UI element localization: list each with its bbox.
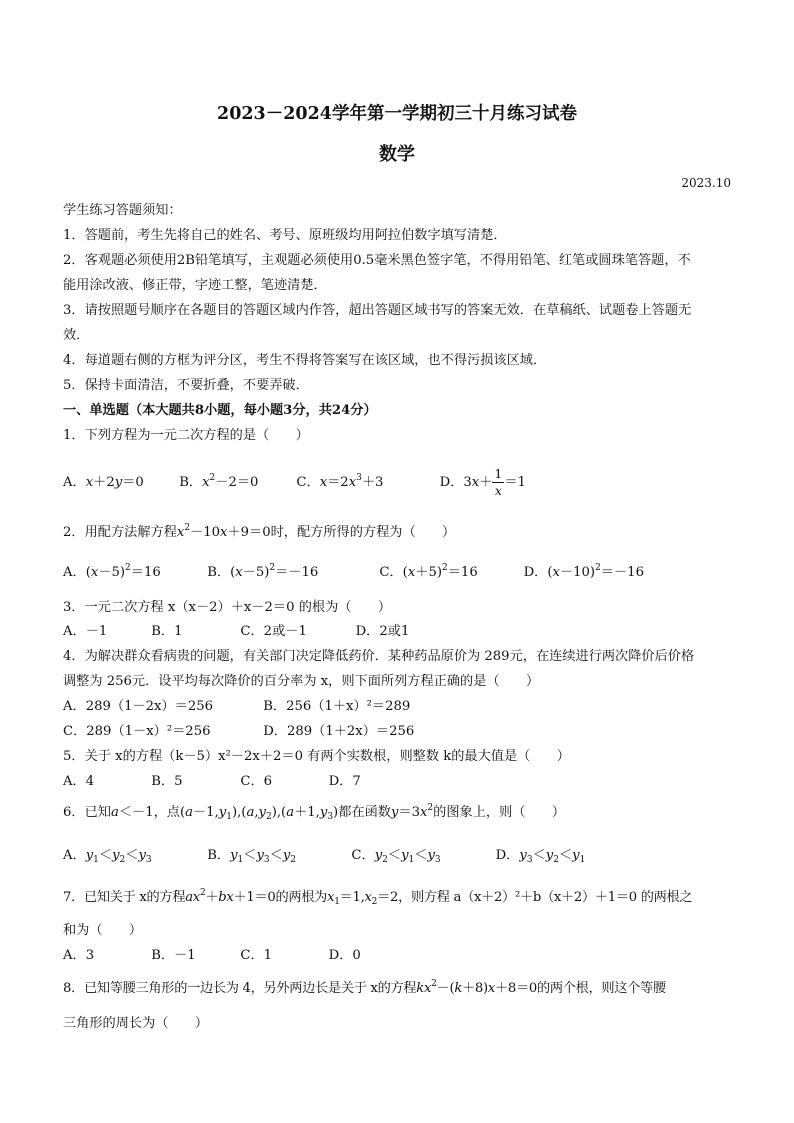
- question-1-options: [63, 466, 526, 499]
- question-8-stem-line2: 三角形的周长为（ ）: [63, 1016, 209, 1031]
- option-b: B．$x^2-2=0$: [179, 473, 259, 490]
- question-8-stem: 8．已知等腰三角形的一边长为 4，另外两边长是关于 x的方程$kx^2-(k+8)x+8=0$的两个根，则这个等腰: [63, 979, 666, 996]
- instruction-item: 效．: [63, 328, 90, 343]
- question-3-stem: 3．一元二次方程 x（x－2）＋x－2＝0 的根为（ ）: [63, 600, 392, 615]
- option-b: B．$y_1<y_3<y_2$: [207, 848, 297, 865]
- option-a: A．4: [63, 774, 95, 789]
- fraction: $\frac{1}{x}$: [494, 466, 503, 498]
- option-c: C．2或－1: [240, 624, 307, 639]
- question-5-options: [63, 770, 361, 789]
- instruction-item: 1．答题前，考生先将自己的姓名、考号、原班级均用阿拉伯数字填写清楚．: [63, 228, 507, 243]
- question-6-options: [63, 844, 585, 863]
- option-a: A．289（1－2x）＝256: [63, 699, 214, 714]
- question-7-stem: 7．已知关于 x的方程$ax^2+bx+1=0$的两根为$x_1=1,x_2=2$，则方程 a（x＋2）²＋b（x＋2）＋1＝0 的两根之: [63, 888, 693, 907]
- option-b: B．－1: [151, 948, 196, 963]
- option-a: A．－1: [63, 624, 108, 639]
- option-b: B．256（1＋x）²＝289: [263, 699, 411, 714]
- option-c: C．1: [240, 948, 273, 963]
- question-3-options: [63, 620, 409, 639]
- option-d: D．3x＋ $\frac{1}{x}$ ＝1: [439, 466, 526, 498]
- option-d: D．7: [328, 774, 361, 789]
- instructions-heading: 学生练习答题须知：: [63, 203, 182, 218]
- section-heading: 一、单选题（本大题共8小题，每小题3分，共24分）: [63, 403, 377, 418]
- option-b: B．5: [151, 774, 183, 789]
- question-2-options: [63, 561, 644, 580]
- question-4-options-row1: [63, 695, 410, 714]
- question-4-options-row2: [63, 720, 414, 739]
- option-c: C．$y_2<y_1<y_3$: [351, 848, 441, 865]
- option-c: C．$x=2x^3+3$: [296, 473, 384, 490]
- question-5-stem: 5．关于 x的方程（k－5）x²－2x＋2＝0 有两个实数根，则整数 k的最大值是（ ）: [63, 749, 570, 764]
- option-c: C．$(x+5)^2=16$: [379, 563, 478, 580]
- subject-title: 数学: [379, 144, 415, 165]
- option-d: D．289（1＋2x）＝256: [263, 724, 415, 739]
- exam-title: 2023－2024学年第一学期初三十月练习试卷: [217, 104, 577, 124]
- option-d: D．$(x-10)^2=-16$: [523, 563, 644, 580]
- instruction-item: 4．每道题右侧的方框为评分区，考生不得将答案写在该区域，也不得污损该区域．: [63, 353, 547, 368]
- option-a: A．$(x-5)^2=16$: [63, 563, 161, 580]
- option-c: C．6: [240, 774, 273, 789]
- option-b: B．1: [151, 624, 183, 639]
- instruction-item: 5．保持卡面清洁，不要折叠，不要弄破．: [63, 378, 309, 393]
- instruction-item: 2．客观题必须使用2B铅笔填写，主观题必须使用0.5毫米黑色签字笔，不得用铅笔、红笔或圆珠笔答题，不: [63, 253, 691, 268]
- option-c: C．289（1－x）²＝256: [63, 724, 211, 739]
- question-7-options: [63, 944, 361, 963]
- option-d: D．2或1: [355, 624, 410, 639]
- option-a: A．$y_1<y_2<y_3$: [63, 848, 152, 865]
- question-6-stem: 6．已知a＜－1，点$(a-1,y_1),(a,y_2),(a+1,y_3)$都在函数$y=3x^2$的图象上，则（ ）: [63, 803, 566, 822]
- exam-date: 2023.10: [681, 176, 731, 190]
- option-a: A．x＋2y＝0: [63, 475, 144, 490]
- question-1-stem: 1．下列方程为一元二次方程的是（ ）: [63, 428, 309, 443]
- option-d: D．0: [328, 948, 361, 963]
- question-2-stem: 2．用配方法解方程$x^2-10x+9=0$时，配方所得的方程为（ ）: [63, 523, 456, 540]
- instruction-item: 能用涂改液、修正带，字迹工整，笔迹清楚．: [63, 278, 327, 293]
- question-7-stem-line2: 和为（ ）: [63, 923, 143, 938]
- question-4-stem-line1: 4．为解决群众看病贵的问题，有关部门决定降低药价．某种药品原价为 289元，在连续进行两次降价后价格: [63, 649, 695, 664]
- option-d: D．$y_3<y_2<y_1$: [495, 848, 586, 865]
- instruction-item: 3．请按照题号顺序在各题目的答题区域内作答，超出答题区域书写的答案无效．在草稿纸、试题卷上答题无: [63, 303, 692, 318]
- question-4-stem-line2: 调整为 256元．设平均每次降价的百分率为 x，则下面所列方程正确的是（ ）: [63, 674, 540, 689]
- option-b: B．$(x-5)^2=-16$: [207, 563, 319, 580]
- option-a: A．3: [63, 948, 95, 963]
